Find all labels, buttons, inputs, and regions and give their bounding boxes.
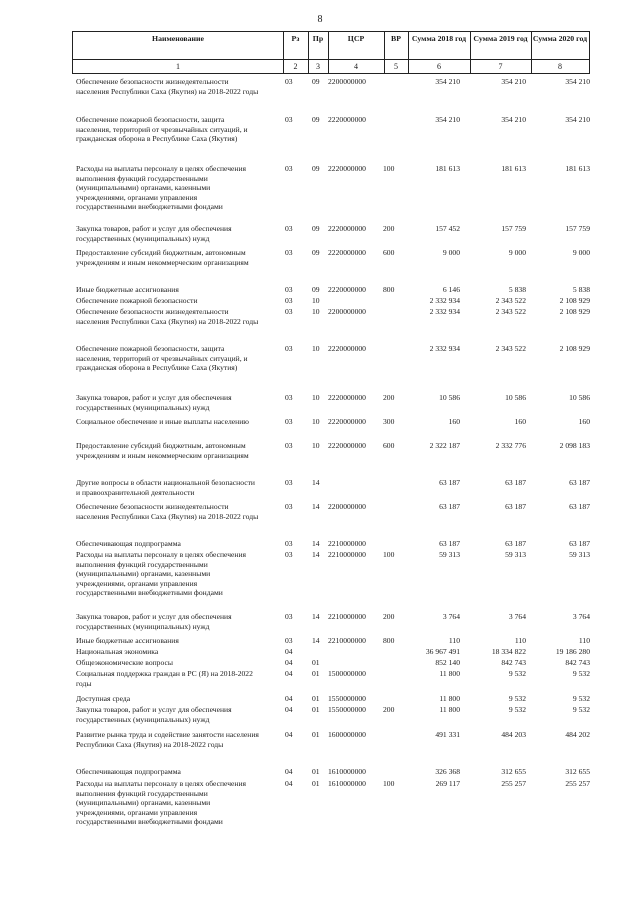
row-rz: 04 (285, 767, 293, 776)
row-pr: 09 (312, 285, 320, 294)
row-vr: 100 (383, 164, 395, 173)
row-csr: 1600000000 (328, 730, 366, 739)
row-sum-2019: 63 187 (505, 539, 526, 548)
row-rz: 03 (285, 636, 293, 645)
column-number: 8 (558, 62, 562, 71)
row-name: Закупка товаров, работ и услуг для обеспечения государственных (муниципальных) нужд (76, 612, 232, 631)
row-name: Обеспечение пожарной безопасности, защита населения, территорий от чрезвычайных ситуаций, и гражданская оборона в Республике Саха (Якутия) (76, 115, 248, 144)
row-sum-2019: 3 764 (508, 612, 526, 621)
row-name: Расходы на выплаты персоналу в целях обеспечения выполнения функций государственными (муниципальными) органами, казенными учреждениями, органами управления государственными внебюджетными фондами (76, 779, 247, 827)
row-csr: 2210000000 (328, 539, 366, 548)
row-csr: 2220000000 (328, 164, 366, 173)
row-sum-2018: 3 764 (442, 612, 460, 621)
row-sum-2020: 354 210 (565, 77, 590, 86)
row-pr: 14 (312, 478, 320, 487)
row-rz: 04 (285, 779, 293, 788)
row-rz: 03 (285, 164, 293, 173)
row-sum-2018: 63 187 (439, 539, 460, 548)
row-sum-2019: 842 743 (501, 658, 526, 667)
row-csr: 2220000000 (328, 115, 366, 124)
row-sum-2020: 10 586 (569, 393, 590, 402)
row-csr: 2220000000 (328, 441, 366, 450)
row-sum-2020: 9 532 (572, 669, 590, 678)
row-sum-2019: 63 187 (505, 478, 526, 487)
row-rz: 03 (285, 307, 293, 316)
row-name: Обеспечение пожарной безопасности (76, 296, 198, 305)
row-csr: 2200000000 (328, 502, 366, 511)
column-number: 4 (354, 62, 358, 71)
row-pr: 01 (312, 705, 320, 714)
row-sum-2019: 484 203 (501, 730, 526, 739)
row-sum-2018: 59 313 (439, 550, 460, 559)
row-pr: 09 (312, 115, 320, 124)
row-sum-2018: 269 117 (435, 779, 460, 788)
row-name: Обеспечение пожарной безопасности, защита населения, территорий от чрезвычайных ситуаций, и гражданская оборона в Республике Саха (Якутия) (76, 344, 248, 373)
column-number: 2 (293, 62, 298, 71)
row-pr: 14 (312, 612, 320, 621)
row-rz: 03 (285, 393, 293, 402)
row-sum-2018: 10 586 (439, 393, 460, 402)
row-sum-2018: 354 210 (435, 77, 460, 86)
row-rz: 03 (285, 248, 293, 257)
row-sum-2020: 2 108 929 (559, 344, 590, 353)
row-sum-2019: 59 313 (505, 550, 526, 559)
row-name: Закупка товаров, работ и услуг для обеспечения государственных (муниципальных) нужд (76, 393, 232, 412)
row-sum-2019: 354 210 (501, 115, 526, 124)
row-name: Обеспечение безопасности жизнедеятельности населения Республики Саха (Якутия) на 2018-2022 годы (76, 77, 259, 96)
row-sum-2019: 9 000 (508, 248, 526, 257)
row-sum-2019: 18 334 822 (491, 647, 526, 656)
row-pr: 14 (312, 539, 320, 548)
row-sum-2018: 110 (448, 636, 460, 645)
row-vr: 800 (383, 636, 395, 645)
row-sum-2018: 2 332 934 (429, 307, 460, 316)
row-sum-2020: 63 187 (569, 539, 590, 548)
row-sum-2020: 110 (578, 636, 590, 645)
row-sum-2018: 36 967 491 (425, 647, 460, 656)
row-csr: 2210000000 (328, 550, 366, 559)
row-pr: 10 (312, 296, 320, 305)
row-sum-2019: 354 210 (501, 77, 526, 86)
row-csr: 2200000000 (328, 77, 366, 86)
row-sum-2019: 2 332 776 (495, 441, 526, 450)
row-pr: 14 (312, 636, 320, 645)
row-rz: 03 (285, 502, 293, 511)
row-name: Социальная поддержка граждан в РС (Я) на 2018-2022 годы (76, 669, 253, 688)
row-pr: 01 (312, 767, 320, 776)
row-rz: 03 (285, 478, 293, 487)
row-sum-2019: 9 532 (508, 705, 526, 714)
row-name: Расходы на выплаты персоналу в целях обеспечения выполнения функций государственными (муниципальными) органами, казенными учреждениями, органами управления государственными внебюджетными фондами (76, 550, 247, 598)
row-csr: 2200000000 (328, 307, 366, 316)
row-rz: 03 (285, 77, 293, 86)
row-csr: 2210000000 (328, 636, 366, 645)
row-sum-2020: 181 613 (565, 164, 590, 173)
row-sum-2018: 326 368 (435, 767, 460, 776)
row-sum-2018: 63 187 (439, 502, 460, 511)
row-rz: 03 (285, 296, 293, 305)
header-vr: ВР (391, 34, 401, 43)
column-number: 7 (498, 62, 503, 71)
row-sum-2020: 3 764 (572, 612, 590, 621)
table-header (72, 31, 590, 60)
row-pr: 01 (312, 694, 320, 703)
row-pr: 10 (312, 441, 320, 450)
row-sum-2020: 2 098 183 (559, 441, 590, 450)
row-csr: 1610000000 (328, 779, 366, 788)
row-pr: 01 (312, 658, 320, 667)
row-rz: 03 (285, 539, 293, 548)
row-sum-2019: 157 759 (501, 224, 526, 233)
row-sum-2020: 63 187 (569, 502, 590, 511)
row-sum-2020: 842 743 (565, 658, 590, 667)
row-vr: 100 (383, 779, 395, 788)
row-sum-2019: 110 (514, 636, 526, 645)
row-sum-2020: 5 838 (572, 285, 590, 294)
row-vr: 200 (383, 393, 395, 402)
row-rz: 04 (285, 658, 293, 667)
row-sum-2018: 852 140 (435, 658, 460, 667)
row-vr: 600 (383, 441, 395, 450)
row-sum-2019: 2 343 522 (495, 296, 526, 305)
row-rz: 03 (285, 441, 293, 450)
row-rz: 03 (285, 224, 293, 233)
row-pr: 10 (312, 393, 320, 402)
row-rz: 03 (285, 612, 293, 621)
row-sum-2018: 2 322 187 (429, 441, 460, 450)
row-sum-2020: 63 187 (569, 478, 590, 487)
column-number: 6 (437, 62, 441, 71)
row-vr: 100 (383, 550, 395, 559)
row-sum-2019: 9 532 (508, 669, 526, 678)
row-pr: 10 (312, 417, 320, 426)
row-pr: 01 (312, 730, 320, 739)
row-rz: 04 (285, 694, 293, 703)
row-pr: 10 (312, 307, 320, 316)
row-sum-2019: 5 838 (508, 285, 526, 294)
column-number: 5 (394, 62, 398, 71)
row-sum-2019: 63 187 (505, 502, 526, 511)
column-number: 3 (316, 62, 320, 71)
row-name: Иные бюджетные ассигнования (76, 285, 179, 294)
row-csr: 2220000000 (328, 393, 366, 402)
row-name: Обеспечивающая подпрограмма (76, 539, 181, 548)
row-pr: 01 (312, 779, 320, 788)
row-sum-2018: 11 800 (439, 694, 460, 703)
row-rz: 04 (285, 669, 293, 678)
page-number: 8 (317, 14, 323, 25)
row-sum-2019: 2 343 522 (495, 344, 526, 353)
row-rz: 03 (285, 344, 293, 353)
row-vr: 800 (383, 285, 395, 294)
row-sum-2020: 354 210 (565, 115, 590, 124)
row-pr: 14 (312, 502, 320, 511)
row-pr: 01 (312, 669, 320, 678)
row-sum-2020: 59 313 (569, 550, 590, 559)
row-csr: 2220000000 (328, 285, 366, 294)
row-sum-2018: 63 187 (439, 478, 460, 487)
row-vr: 600 (383, 248, 395, 257)
row-rz: 03 (285, 417, 293, 426)
row-sum-2020: 160 (578, 417, 590, 426)
row-name: Расходы на выплаты персоналу в целях обеспечения выполнения функций государственными (муниципальными) органами, казенными учреждениями, органами управления государственными внебюджетными фондами (76, 164, 247, 212)
row-sum-2020: 9 000 (572, 248, 590, 257)
header-name: Наименование (152, 34, 204, 43)
row-name: Социальное обеспечение и иные выплаты населению (76, 417, 249, 426)
row-sum-2018: 11 800 (439, 669, 460, 678)
row-sum-2018: 6 146 (442, 285, 460, 294)
row-pr: 14 (312, 550, 320, 559)
row-pr: 09 (312, 248, 320, 257)
row-sum-2018: 157 452 (435, 224, 460, 233)
row-vr: 200 (383, 224, 395, 233)
row-sum-2018: 160 (448, 417, 460, 426)
row-name: Предоставление субсидий бюджетным, автономным учреждениям и иным некоммерческим организациям (76, 441, 249, 460)
row-csr: 1550000000 (328, 694, 366, 703)
row-pr: 09 (312, 224, 320, 233)
row-name: Обеспечение безопасности жизнедеятельности населения Республики Саха (Якутия) на 2018-2022 годы (76, 502, 259, 521)
row-csr: 2220000000 (328, 344, 366, 353)
row-name: Закупка товаров, работ и услуг для обеспечения государственных (муниципальных) нужд (76, 224, 232, 243)
row-sum-2020: 157 759 (565, 224, 590, 233)
row-sum-2019: 9 532 (508, 694, 526, 703)
row-sum-2018: 354 210 (435, 115, 460, 124)
row-rz: 03 (285, 115, 293, 124)
row-sum-2020: 9 532 (572, 705, 590, 714)
row-sum-2020: 255 257 (565, 779, 590, 788)
row-sum-2019: 2 343 522 (495, 307, 526, 316)
row-sum-2018: 2 332 934 (429, 344, 460, 353)
header-sum-2020: Сумма 2020 год (532, 34, 588, 43)
row-vr: 300 (383, 417, 395, 426)
row-sum-2020: 9 532 (572, 694, 590, 703)
row-name: Иные бюджетные ассигнования (76, 636, 179, 645)
row-sum-2020: 19 186 280 (555, 647, 590, 656)
row-sum-2019: 181 613 (501, 164, 526, 173)
row-name: Развитие рынка труда и содействие занятости населения Республики Саха (Якутия) на 2018-2022 годы (76, 730, 259, 749)
header-sum-2019: Сумма 2019 год (473, 34, 528, 43)
row-vr: 200 (383, 612, 395, 621)
row-sum-2020: 484 202 (565, 730, 590, 739)
column-number-row (72, 60, 590, 74)
row-sum-2019: 255 257 (501, 779, 526, 788)
row-csr: 2220000000 (328, 417, 366, 426)
row-name: Обеспечение безопасности жизнедеятельности населения Республики Саха (Якутия) на 2018-2022 годы (76, 307, 259, 326)
row-pr: 09 (312, 77, 320, 86)
row-rz: 04 (285, 730, 293, 739)
row-rz: 03 (285, 550, 293, 559)
row-name: Другие вопросы в области национальной безопасности и правоохранительной деятельности (76, 478, 255, 497)
row-sum-2019: 312 655 (501, 767, 526, 776)
row-sum-2018: 491 331 (435, 730, 460, 739)
row-csr: 1610000000 (328, 767, 366, 776)
row-sum-2019: 10 586 (505, 393, 526, 402)
column-number: 1 (176, 62, 180, 71)
row-vr: 200 (383, 705, 395, 714)
row-sum-2018: 181 613 (435, 164, 460, 173)
row-sum-2018: 9 000 (442, 248, 460, 257)
row-rz: 03 (285, 285, 293, 294)
row-name: Общеэкономические вопросы (76, 658, 173, 667)
row-csr: 2220000000 (328, 224, 366, 233)
row-name: Закупка товаров, работ и услуг для обеспечения государственных (муниципальных) нужд (76, 705, 232, 724)
row-sum-2018: 2 332 934 (429, 296, 460, 305)
row-sum-2018: 11 800 (439, 705, 460, 714)
row-csr: 1550000000 (328, 705, 366, 714)
row-sum-2020: 2 108 929 (559, 307, 590, 316)
row-rz: 04 (285, 647, 293, 656)
row-pr: 09 (312, 164, 320, 173)
row-name: Предоставление субсидий бюджетным, автономным учреждениям и иным некоммерческим организациям (76, 248, 249, 267)
row-sum-2020: 2 108 929 (559, 296, 590, 305)
row-name: Доступная среда (76, 694, 131, 703)
row-pr: 10 (312, 344, 320, 353)
row-name: Национальная экономика (76, 647, 159, 656)
header-pr: Пр (312, 34, 324, 43)
row-csr: 2220000000 (328, 248, 366, 257)
header-csr: ЦСР (347, 34, 365, 43)
row-name: Обеспечивающая подпрограмма (76, 767, 181, 776)
header-sum-2018: Сумма 2018 год (411, 34, 467, 43)
header-rz: Рз (291, 34, 300, 43)
row-rz: 04 (285, 705, 293, 714)
row-sum-2019: 160 (514, 417, 526, 426)
row-sum-2020: 312 655 (565, 767, 590, 776)
row-csr: 2210000000 (328, 612, 366, 621)
row-csr: 1500000000 (328, 669, 366, 678)
